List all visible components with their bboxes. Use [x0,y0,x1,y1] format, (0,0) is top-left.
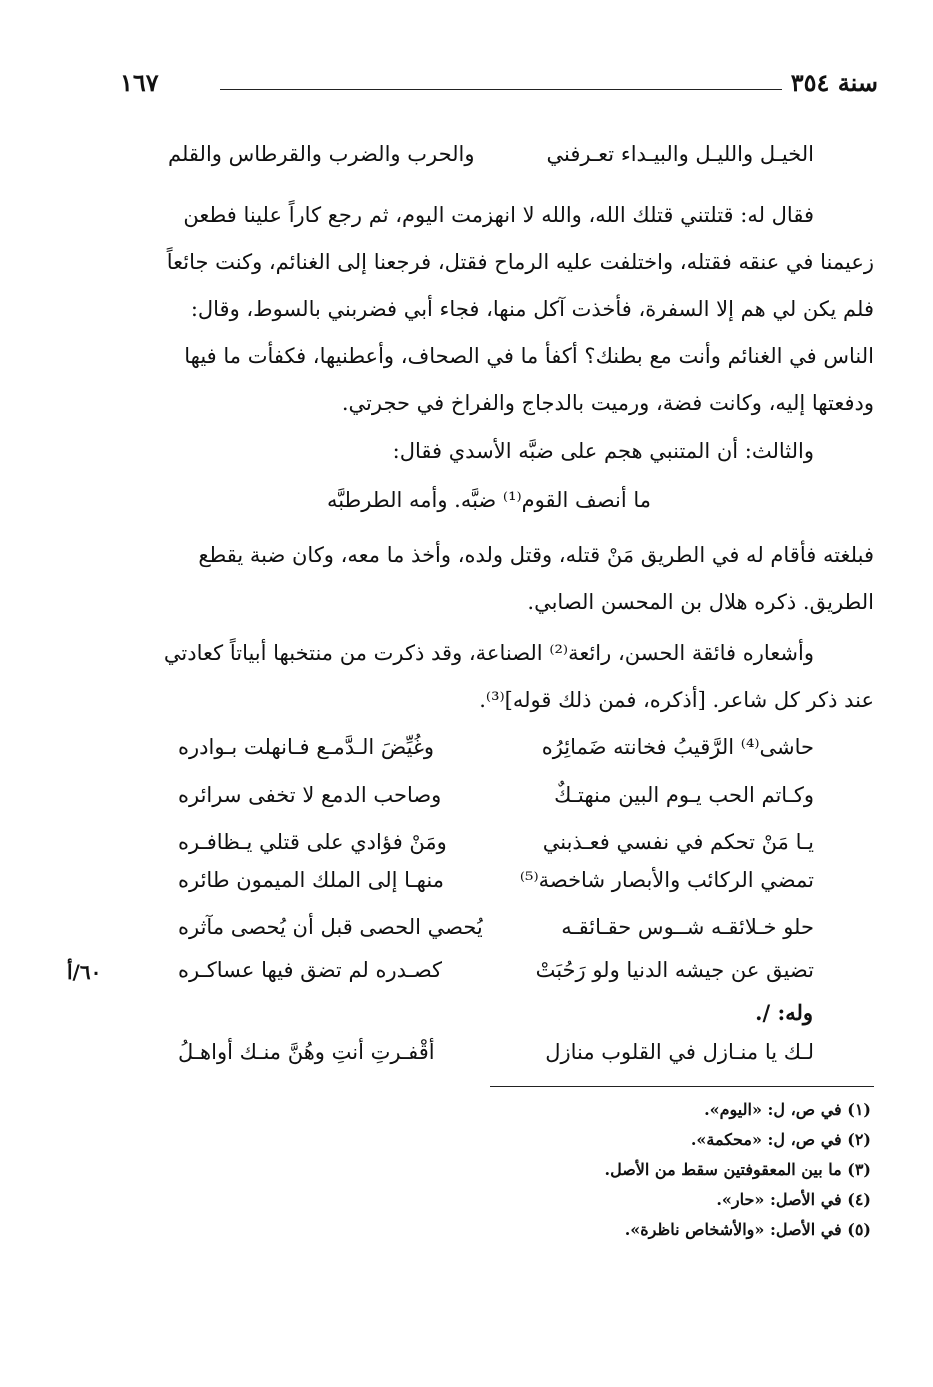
verse-hemistich-first: تمضي الركائب والأبصار شاخصة⁽⁵⁾ [519,868,814,892]
verse-hemistich-first: تضيق عن جيشه الدنيا ولو رَحُبَتْ [535,958,814,982]
verse-hemistich-first: الخيـل والليـل والبيـداء تعـرفني [546,142,814,166]
text-line: عند ذكر كل شاعر. [أذكره، فمن ذلك قوله]⁽³⁾. [479,688,874,712]
verse-hemistich-second: كصـدره لم تضق فيها عساكـره [178,958,443,982]
text-line: فبلغته فأقام له في الطريق مَنْ قتله، وقتل ولده، وأخذ ما معه، وكان ضبة يقطع [198,543,874,567]
verse-hemistich-second: يُحصي الحصى قبل أن يُحصى مآثره [178,915,483,939]
poem-label: وله: /. [755,1000,813,1025]
footnote: (٤) في الأصل: «حار». [716,1190,871,1209]
poem-verse [118,868,874,914]
verse-hemistich-second: والحرب والضرب والقرطاس والقلم [168,142,475,166]
poem-verse [118,783,874,829]
verse-hemistich-first: وكـاتم الحب يـوم البين منهتـكٌ [554,783,814,807]
opening-verse [118,142,874,188]
paragraph-poetry-intro [118,630,874,724]
page-header [120,68,878,108]
text-line: فقال له: قتلتني قتلك الله، والله لا انهزمت اليوم، ثم رجع كاراً علينا فطعن [183,203,814,227]
poem-verse [118,1040,874,1086]
text-line: وأشعاره فائقة الحسن، رائعة⁽²⁾ الصناعة، وقد ذكرت من منتخبها أبياتاً كعادتي [163,641,814,665]
verse-hemistich-first: حلو خـلائقـه شــوس حقـائقـه [561,915,814,939]
footnote: (٣) ما بين المعقوفتين سقط من الأصل. [604,1160,871,1179]
header-year: سنة ٣٥٤ [790,68,878,97]
manuscript-folio-note: ٦٠/أ [67,960,102,984]
footnote: (٢) في ص، ل: «محكمة». [690,1130,871,1149]
footnote-rule [490,1086,874,1087]
verse-hemistich-second: وغُيِّضَ الـدَّمـع فـانهلت بـوادره [178,735,435,759]
footnote: (١) في ص، ل: «اليوم». [704,1100,871,1119]
text-line: والثالث: أن المتنبي هجم على ضبَّه الأسدي فقال: [392,439,814,463]
poem-verse [118,958,874,1004]
verse-hemistich-second: منهـا إلى الملك الميمون طائره [178,868,444,892]
text-line: الطريق. ذكره هلال بن المحسن الصابي. [527,590,874,614]
text-line: ودفعتها إليه، وكانت فضة، ورميت بالدجاج والفراخ في حجرتي. [341,391,874,415]
verse-hemistich-second: وصاحب الدمع لا تخفى سرائره [178,783,442,807]
paragraph-battle-story [118,192,874,427]
footnotes [371,1095,871,1245]
page-number: ١٦٧ [120,68,159,97]
footnote: (٥) في الأصل: «والأشخاص ناظرة». [624,1220,871,1239]
poem-verse [118,735,874,781]
verse-hemistich-second: ومَنْ فؤادي على قتلي يـظافـره [178,830,447,854]
verse-hemistich-first: لـك يا منـازل في القلوب منازل [545,1040,814,1064]
poem-verse [118,915,874,961]
verse-hemistich-first: حاشى⁽⁴⁾ الرَّقيبُ فخانته ضَمائِرُه [541,735,814,759]
verse-hemistich-second: أقْفـرتِ أنتِ وهُنَّ منـك أواهـلُ [178,1040,435,1064]
satire-verse: ما أنصف القوم⁽¹⁾ ضبَّه. وأمه الطرطبَّه [326,488,651,512]
header-rule [220,89,782,90]
text-line: فلم يكن لي هم إلا السفرة، فأخذت آكل منها، فجاء أبي فضربني بالسوط، وقال: [190,297,874,321]
paragraph-death [118,532,874,626]
paragraph-third-reason [118,428,874,475]
text-line: الناس في الغنائم وأنت مع بطنك؟ أكفأ ما في الصحاف، وأعطنيها، فكفأت ما فيها [184,344,874,368]
text-line: زعيمنا في عنقه فقتله، واختلفت عليه الرماح فقتل، فرجعنا إلى الغنائم، وكنت جائعاً [166,250,874,274]
verse-hemistich-first: يـا مَنْ تحكم في نفسي فعـذبني [542,830,814,854]
